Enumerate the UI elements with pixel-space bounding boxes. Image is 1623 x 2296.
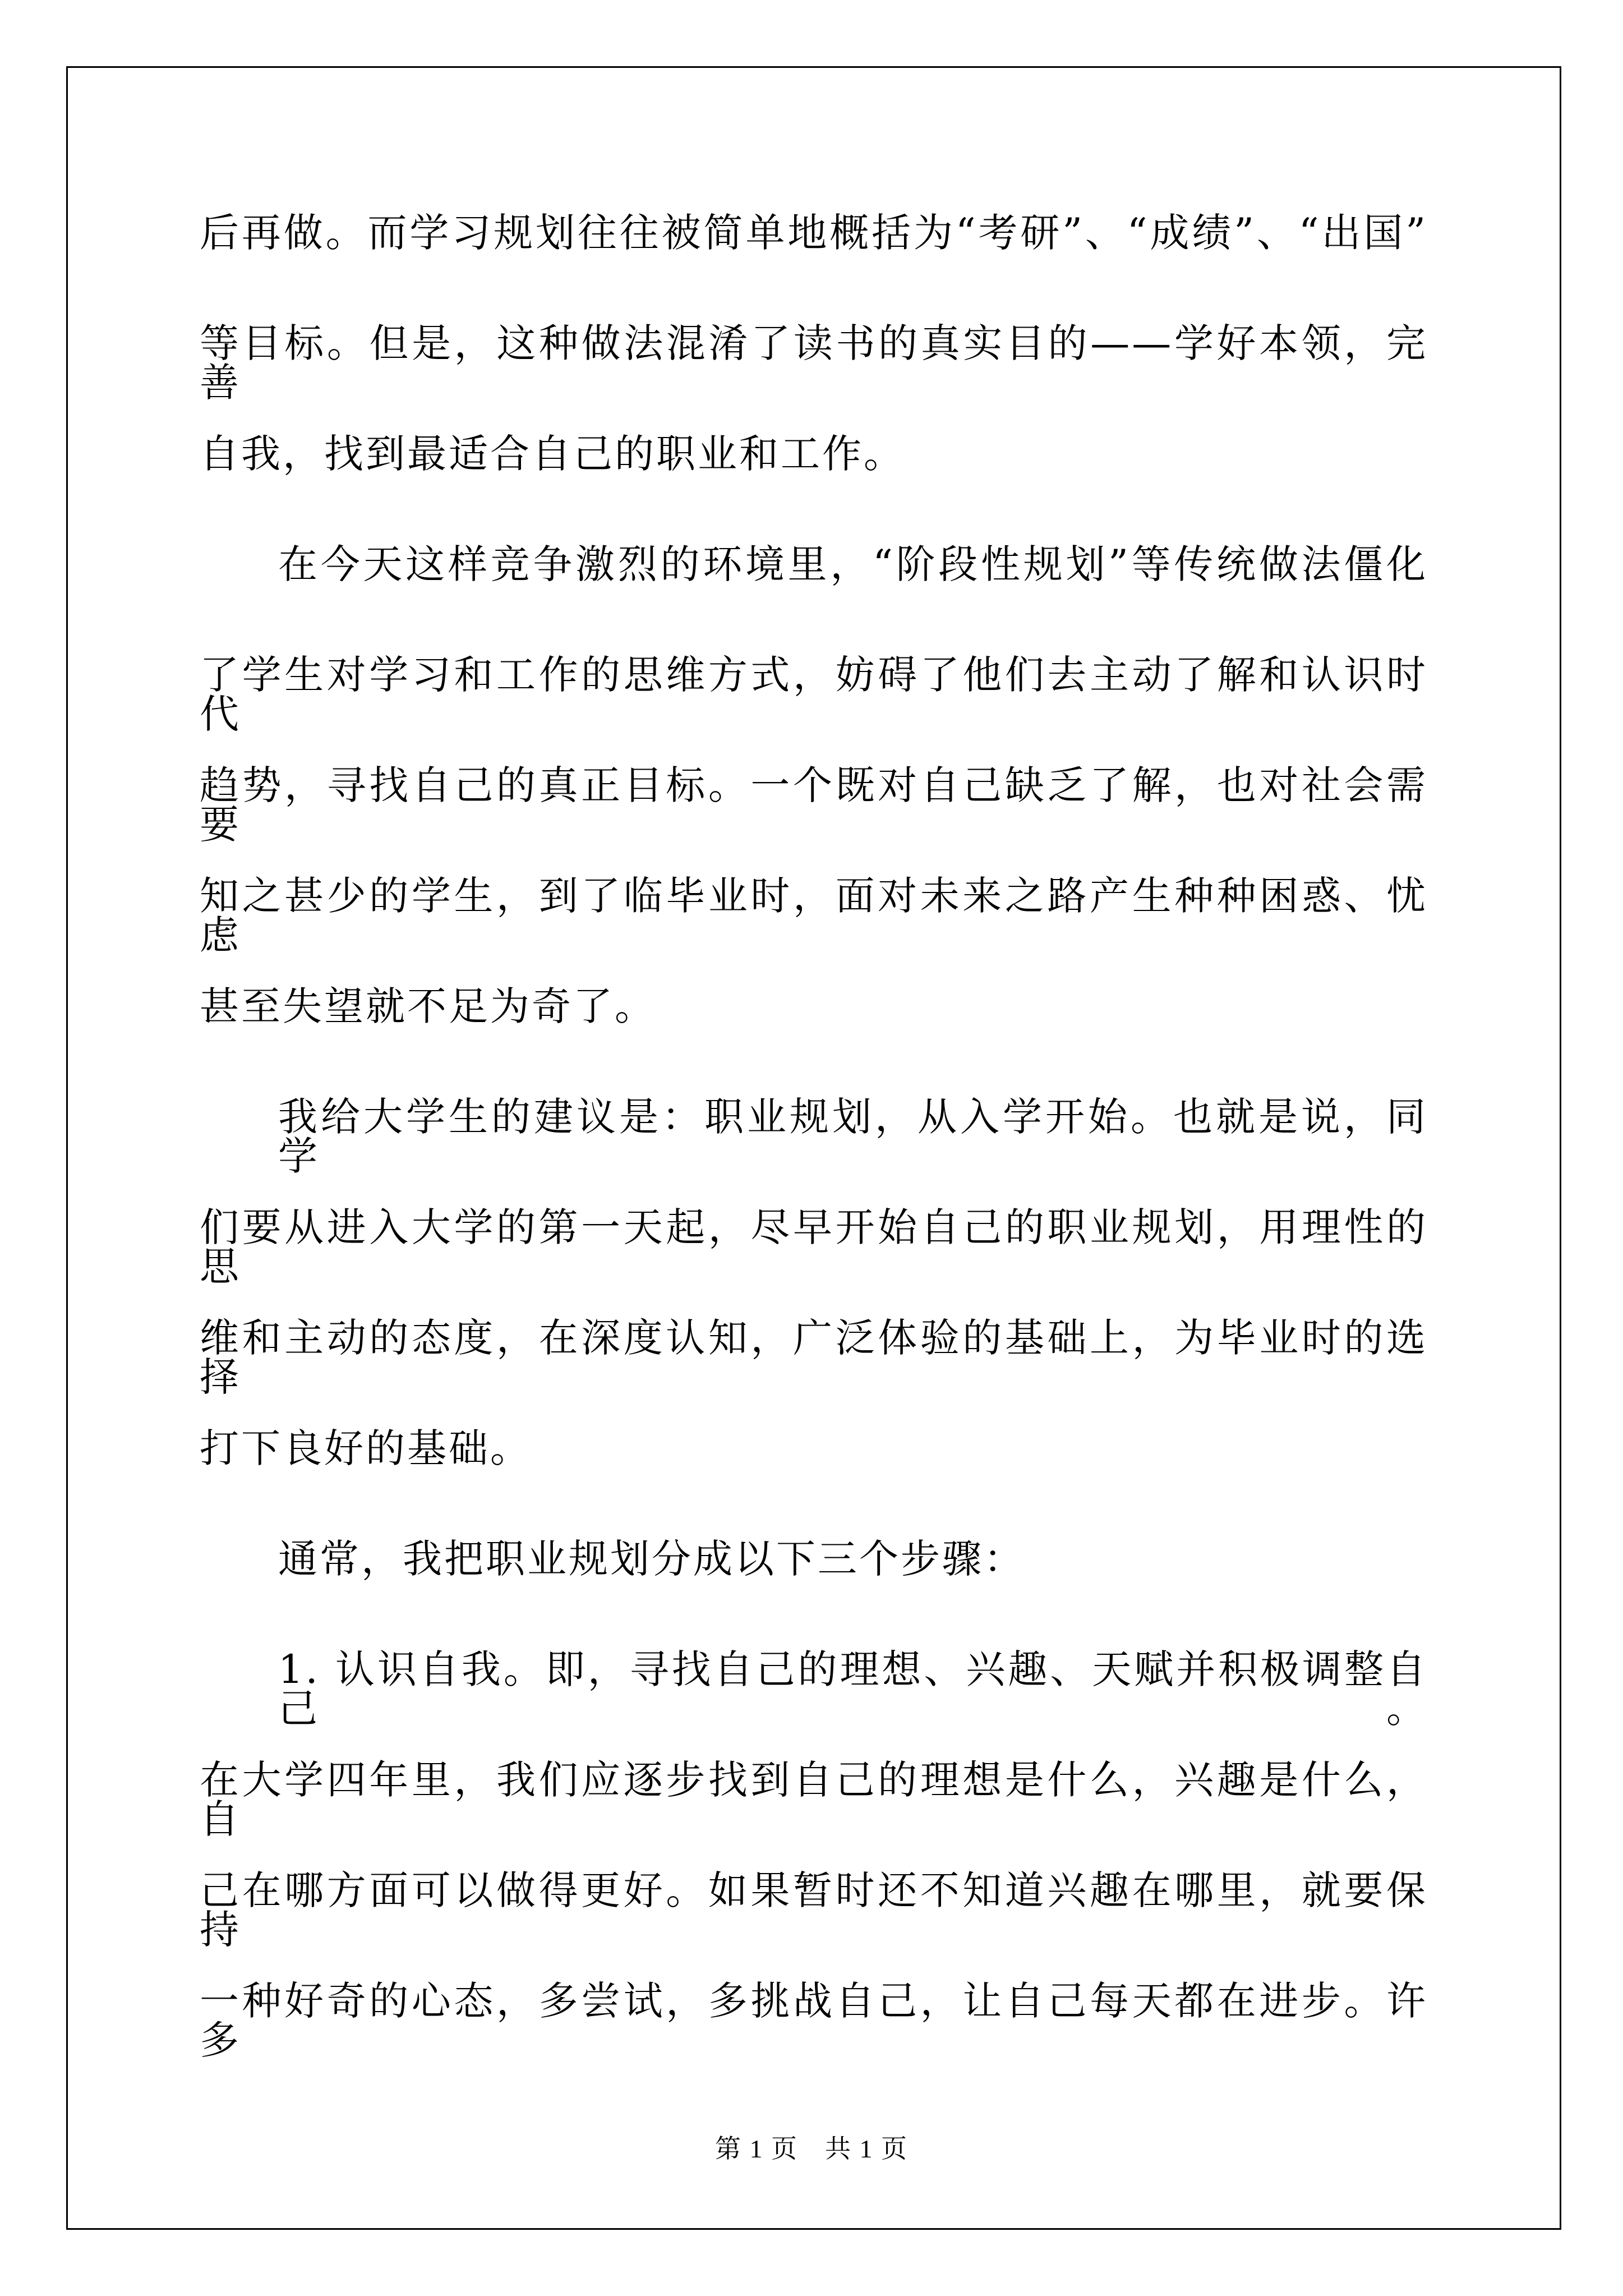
page-number-footer: 第 1 页 共 1 页	[715, 2134, 908, 2163]
text-line: 后再做。而学习规划往往被简单地概括为“考研”、“成绩”、“出国”	[200, 210, 1428, 256]
text-line: 维和主动的态度，在深度认知，广泛体验的基础上，为毕业时的选择	[200, 1315, 1428, 1400]
text-line: 一种好奇的心态，多尝试，多挑战自己，让自己每天都在进步。许多	[200, 1978, 1428, 2063]
text-line: 在今天这样竞争激烈的环境里，“阶段性规划”等传统做法僵化	[278, 541, 1428, 587]
text-line: 们要从进入大学的第一天起，尽早开始自己的职业规划，用理性的思	[200, 1204, 1428, 1290]
text-line: 自我，找到最适合自己的职业和工作。	[200, 431, 905, 477]
text-line: 知之甚少的学生，到了临毕业时，面对未来之路产生种种困惑、忧虑	[200, 873, 1428, 958]
text-line: 通常，我把职业规划分成以下三个步骤：	[278, 1536, 1025, 1582]
text-line: 我给大学生的建议是：职业规划，从入学开始。也就是说，同学	[278, 1094, 1428, 1179]
text-line: 甚至失望就不足为奇了。	[200, 983, 656, 1029]
text-line: 等目标。但是，这种做法混淆了读书的真实目的——学好本领，完善	[200, 320, 1428, 406]
text-line: 打下良好的基础。	[200, 1425, 532, 1471]
text-line: 了学生对学习和工作的思维方式，妨碍了他们去主动了解和认识时代	[200, 652, 1428, 737]
text-line: 己在哪方面可以做得更好。如果暂时还不知道兴趣在哪里，就要保持	[200, 1867, 1428, 1953]
text-line: 趋势，寻找自己的真正目标。一个既对自己缺乏了解，也对社会需要	[200, 762, 1428, 848]
document-body	[200, 210, 1428, 2092]
text-line: 在大学四年里，我们应逐步找到自己的理想是什么，兴趣是什么，自	[200, 1757, 1428, 1842]
text-line: 1. 认识自我。即，寻找自己的理想、兴趣、天赋并积极调整自己。	[278, 1646, 1428, 1732]
